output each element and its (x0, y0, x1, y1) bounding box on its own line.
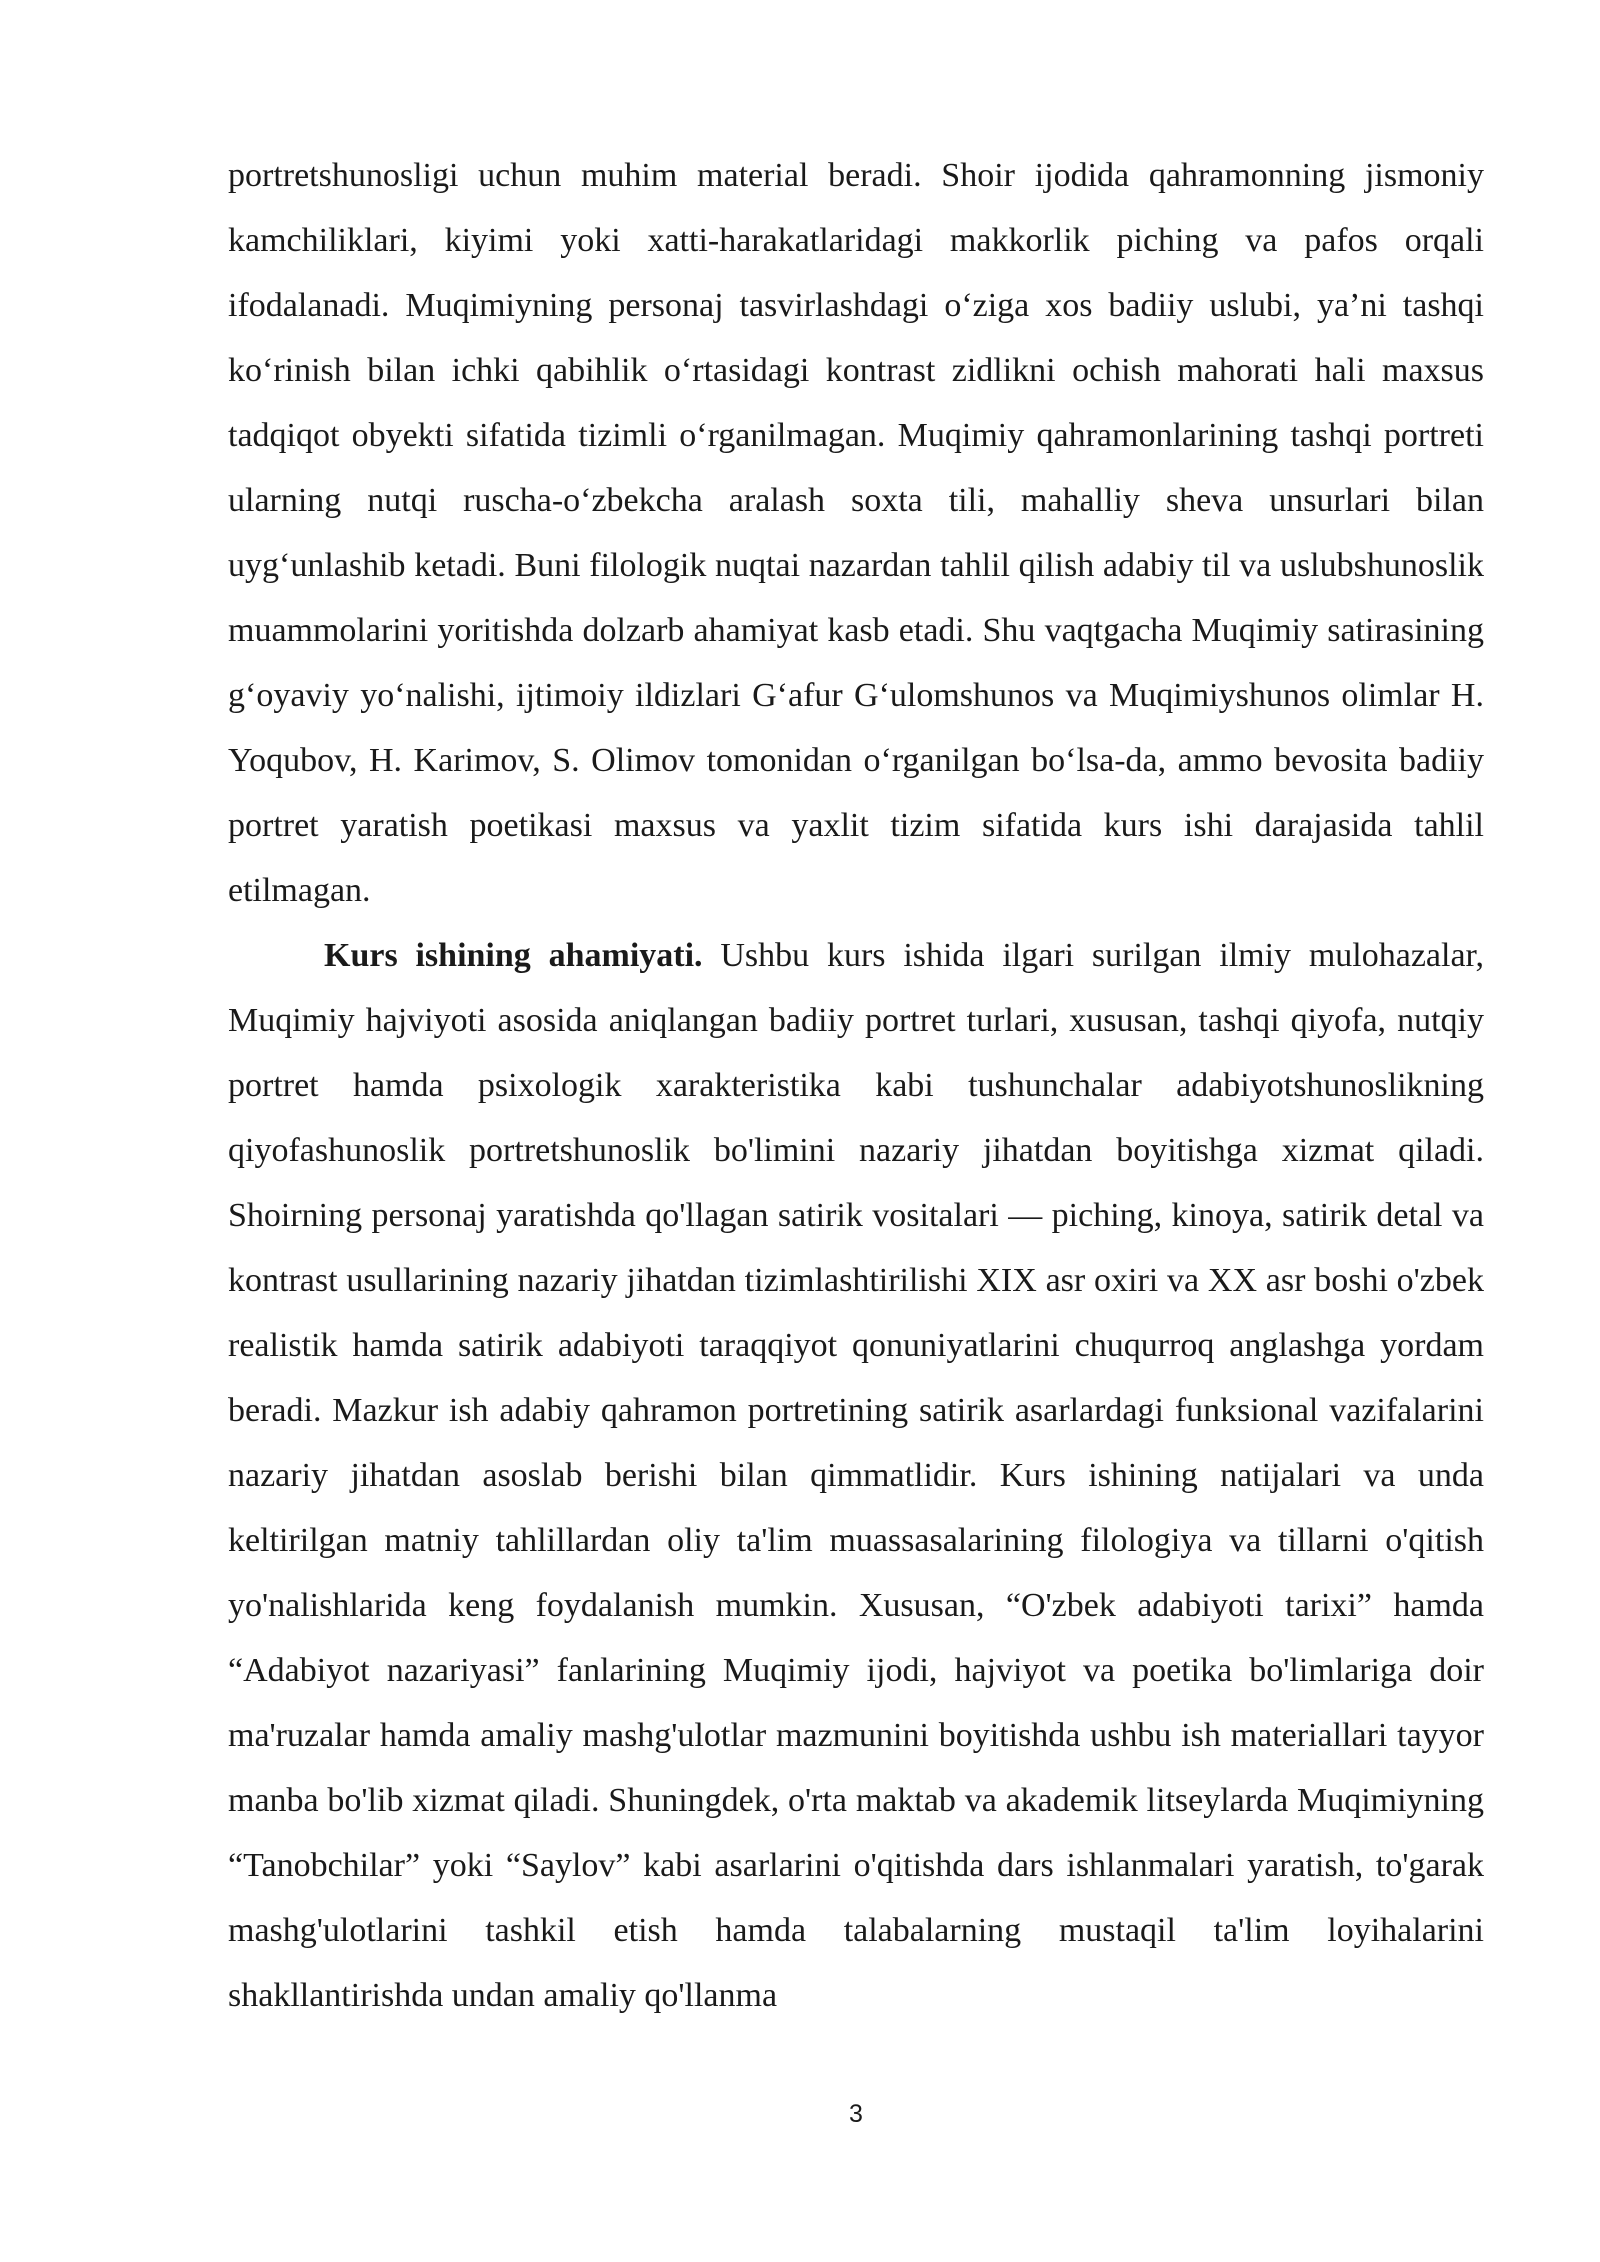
section-heading-significance: Kurs ishining ahamiyati. (324, 937, 703, 974)
paragraph-significance (228, 923, 1484, 2028)
paragraph-continuation: portretshunosligi uchun muhim material beradi. Shoir ijodida qahramonning jismoniy kamchiliklari, kiyimi yoki xatti-harakatlaridagi makkorlik piching va pafos orqali ifodalanadi. Muqimiyning personaj tasvirlashdagi o‘ziga xos badiiy uslubi, ya’ni tashqi ko‘rinish bilan ichki qabihlik o‘rtasidagi kontrast zidlikni ochish mahorati hali maxsus tadqiqot obyekti sifatida tizimli o‘rganilmagan. Muqimiy qahramonlarining tashqi portreti ularning nutqi ruscha-o‘zbekcha aralash soxta tili, mahalliy sheva unsurlari bilan uyg‘unlashib ketadi. Buni filologik nuqtai nazardan tahlil qilish adabiy til va uslubshunoslik muammolarini yoritishda dolzarb ahamiyat kasb etadi. Shu vaqtgacha Muqimiy satirasining g‘oyaviy yo‘nalishi, ijtimoiy ildizlari G‘afur G‘ulomshunos va Muqimiyshunos olimlar H. Yoqubov, H. Karimov, S. Olimov tomonidan o‘rganilgan bo‘lsa-da, ammo bevosita badiiy portret yaratish poetikasi maxsus va yaxlit tizim sifatida kurs ishi darajasida tahlil etilmagan. (228, 157, 1484, 909)
paragraph-significance-body: Ushbu kurs ishida ilgari surilgan ilmiy mulohazalar, Muqimiy hajviyoti asosida aniqlangan badiiy portret turlari, xususan, tashqi qiyofa, nutqiy portret hamda psixologik xarakteristika kabi tushunchalar adabiyotshunoslikning qiyofashunoslik portretshunoslik bo'limini nazariy jihatdan boyitishga xizmat qiladi. Shoirning personaj yaratishda qo'llagan satirik vositalari — piching, kinoya, satirik detal va kontrast usullarining nazariy jihatdan tizimlashtirilishi XIX asr oxiri va XX asr boshi o'zbek realistik hamda satirik adabiyoti taraqqiyot qonuniyatlarini chuqurroq anglashga yordam beradi. Mazkur ish adabiy qahramon portretining satirik asarlardagi funksional vazifalarini nazariy jihatdan asoslab berishi bilan qimmatlidir. Kurs ishining natijalari va unda keltirilgan matniy tahlillardan oliy ta'lim muassasalarining filologiya va tillarni o'qitish yo'nalishlarida keng foydalanish mumkin. Xususan, “O'zbek adabiyoti tarixi” hamda “Adabiyot nazariyasi” fanlarining Muqimiy ijodi, hajviyot va poetika bo'limlariga doir ma'ruzalar hamda amaliy mashg'ulotlar mazmunini boyitishda ushbu ish materiallari tayyor manba bo'lib xizmat qiladi. Shuningdek, o'rta maktab va akademik litseylarda Muqimiyning “Tanobchilar” yoki “Saylov” kabi asarlarini o'qitishda dars ishlanmalari yaratish, to'garak mashg'ulotlarini tashkil etish hamda talabalarning mustaqil ta'lim loyihalarini shakllantirishda undan amaliy qo'llanma (228, 937, 1485, 2014)
page-number: 3 (849, 2100, 863, 2128)
body-text (228, 143, 1484, 2028)
